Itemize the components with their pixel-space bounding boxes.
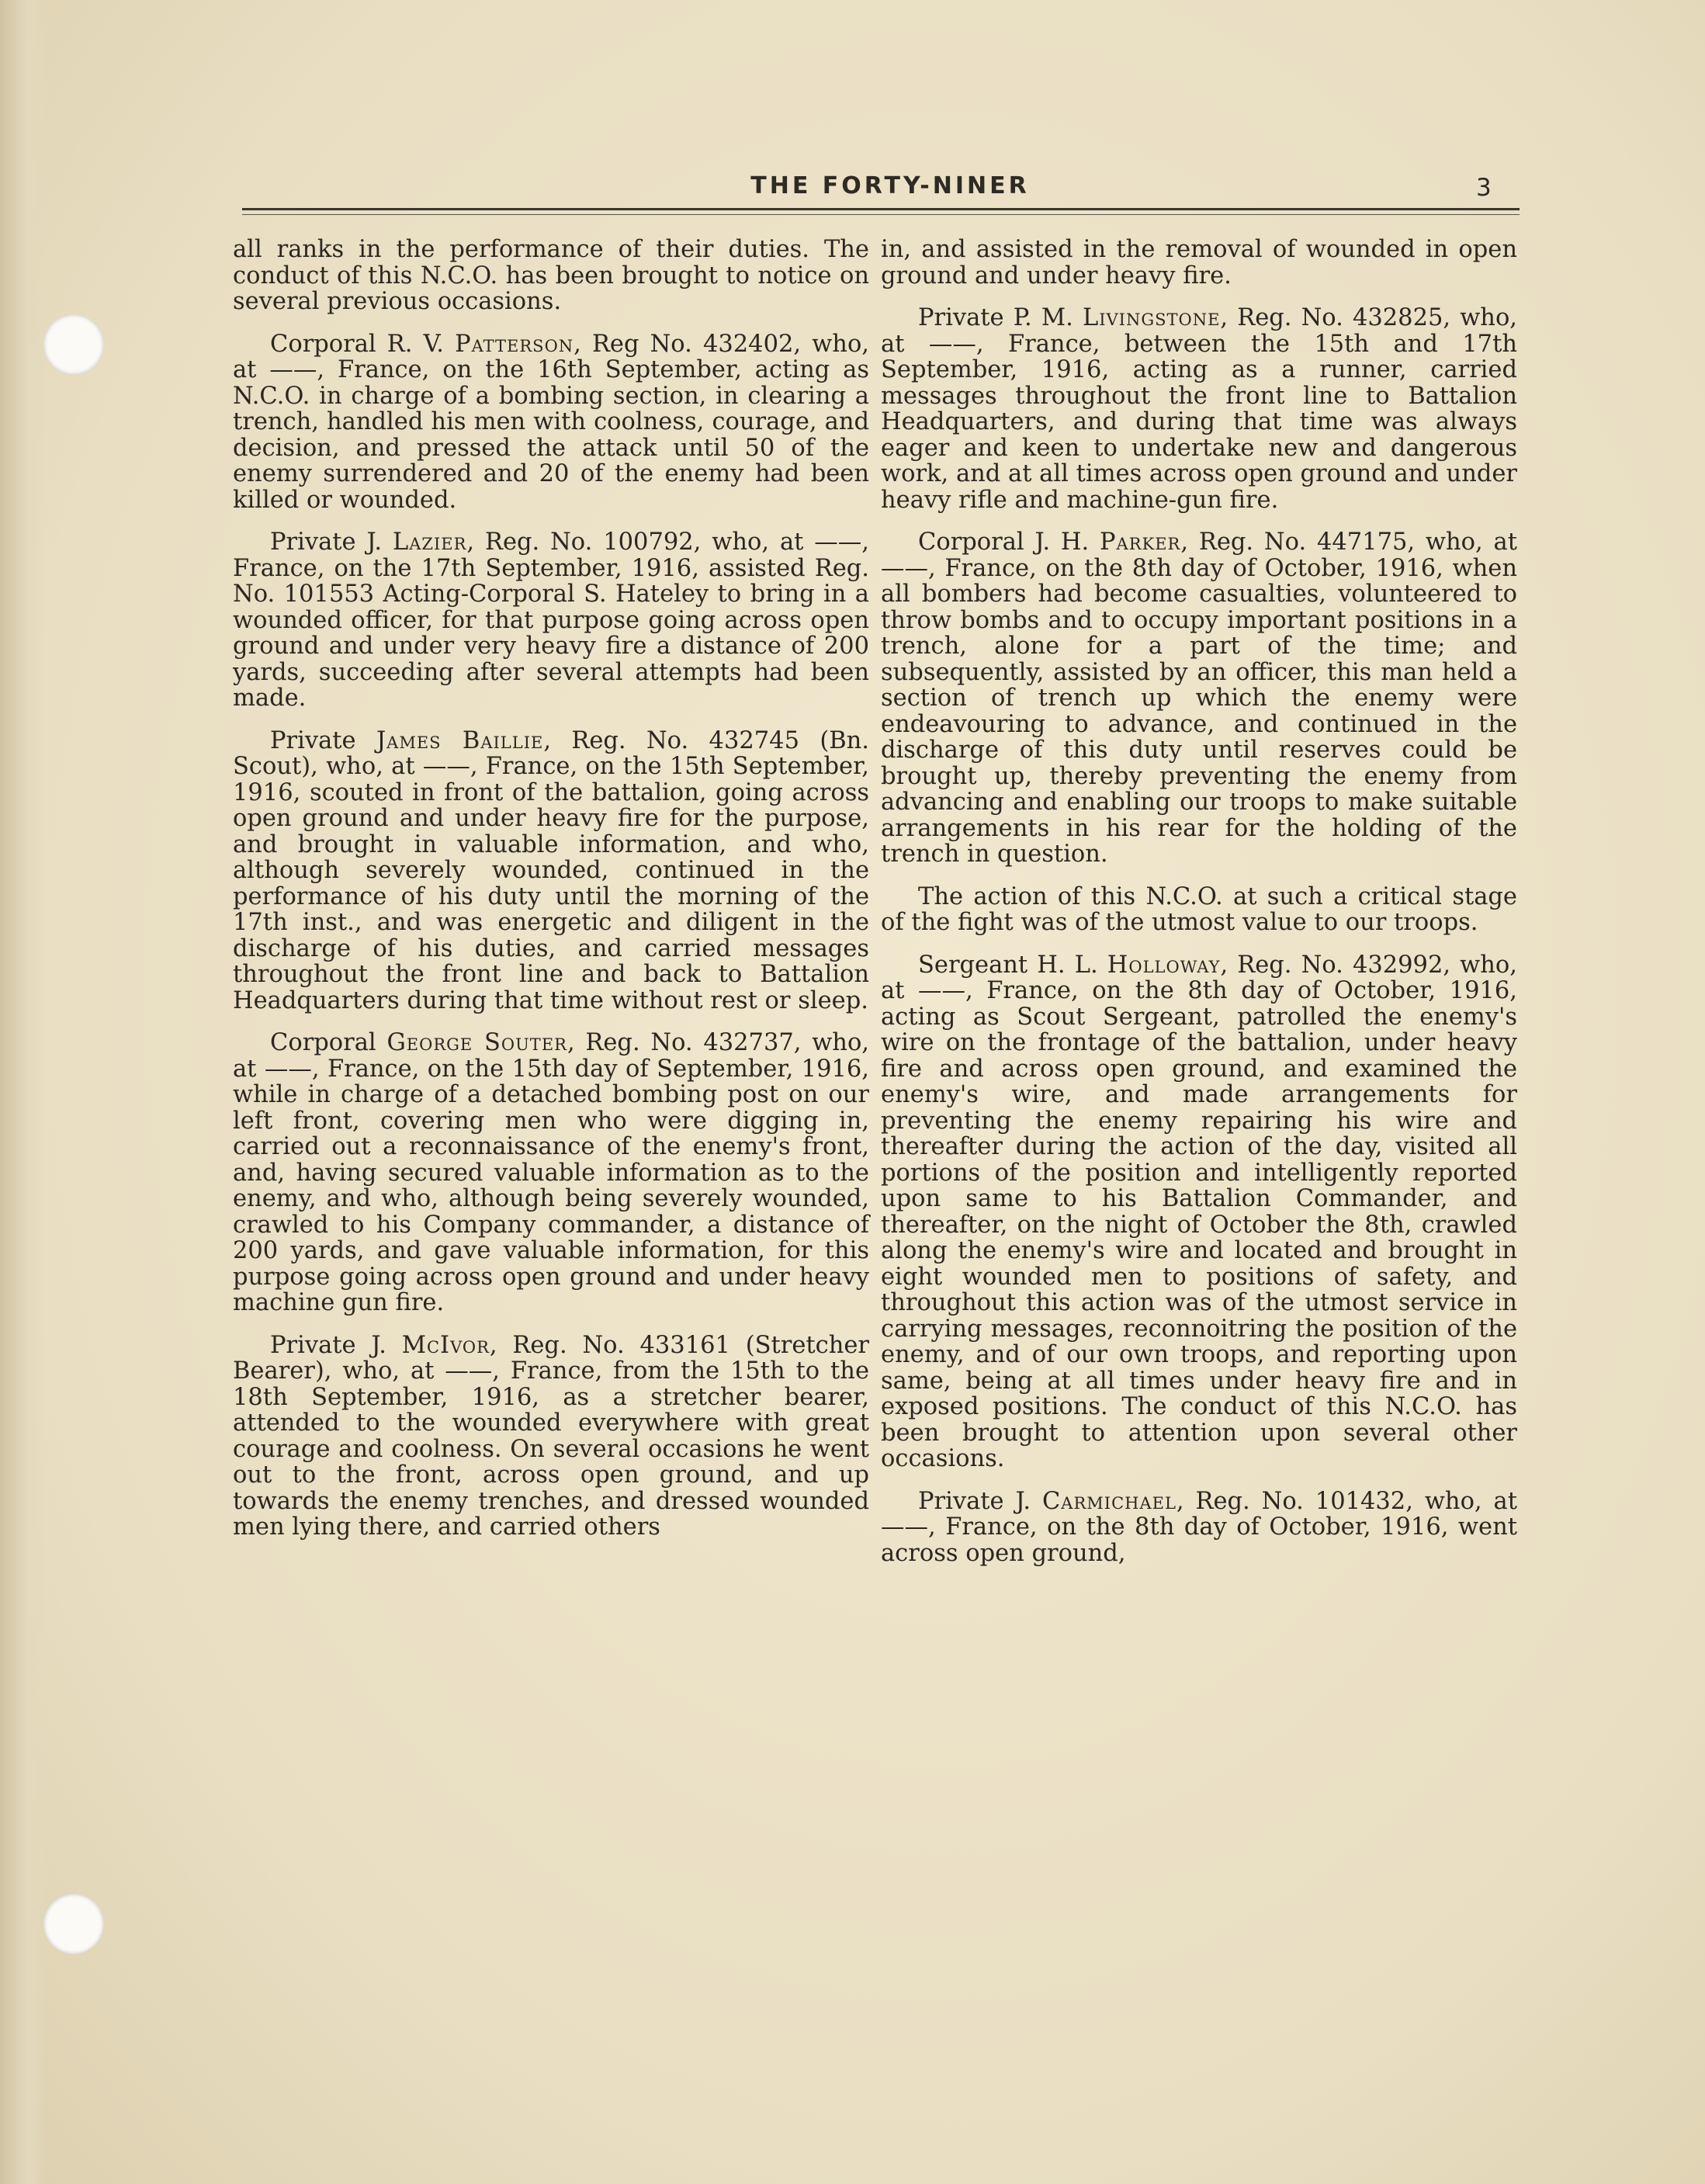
soldier-name: James Baillie — [376, 726, 544, 754]
page-number: 3 — [1476, 174, 1492, 202]
soldier-name: Carmichael — [1041, 1487, 1177, 1515]
left-column — [233, 237, 869, 1557]
citation-paragraph: Sergeant H. L. Holloway, Reg. No. 432992, who, at ——, France, on the 8th day of October, 1916, acting as Scout Sergeant, patrolled the enemy's wire on the frontage of the battalion, under heavy fire and across open ground, and examined the enemy's wire, and made arrangements for preventing the enemy repairing his wire and thereafter during the action of the day, visited all portions of the position and intelligently reported upon same to his Battalion Commander, and thereafter, on the night of October the 8th, crawled along the enemy's wire and located and brought in eight wounded men to positions of safety, and throughout this action was of the utmost service in carrying messages, reconnoitring the position of the enemy, and of our own troops, and reporting upon same, being at all times under heavy fire and in exposed positions. The conduct of this N.C.O. has been brought to attention upon several other occasions. — [881, 951, 1517, 1472]
soldier-name: Patterson — [455, 330, 574, 358]
citation-paragraph: Private J. Lazier, Reg. No. 100792, who, at ——, France, on the 17th September, 1916, assisted Reg. No. 101553 Acting-Corporal S. Hateley to bring in a wounded officer, for that purpose going across open ground and under very heavy fire a distance of 200 yards, succeeding after several attempts had been made. — [233, 529, 869, 712]
soldier-name: McIvor — [401, 1331, 490, 1359]
citation-paragraph: Corporal J. H. Parker, Reg. No. 447175, who, at ——, France, on the 8th day of October, 1916, when all bombers had become casualties, volunteered to throw bombs and to occupy important positions in a trench, alone for a part of the time; and subsequently, assisted by an officer, this man held a section of trench up which the enemy were endeavouring to advance, and continued in the discharge of this duty until reserves could be brought up, thereby preventing the enemy from advancing and enabling our troops to make suitable arrangements in his rear for the holding of the trench in question. — [881, 529, 1517, 868]
citation-paragraph: Private James Baillie, Reg. No. 432745 (Bn. Scout), who, at ——, France, on the 15th September, 1916, scouted in front of the battalion, going across open ground and under heavy fire for the purpose, and brought in valuable information, and who, although severely wounded, continued in the performance of his duty until the morning of the 17th inst., and was energetic and diligent in the discharge of his duties, and carried messages throughout the front line and back to Battalion Headquarters during that time without rest or sleep. — [233, 726, 870, 1014]
header-rule — [242, 208, 1520, 210]
header-rule-thin — [242, 214, 1520, 215]
publication-title: THE FORTY-NINER — [750, 172, 1030, 199]
soldier-name: Parker — [1100, 529, 1181, 556]
soldier-name: Holloway — [1107, 951, 1221, 979]
soldier-name: George Souter — [386, 1029, 567, 1056]
citation-paragraph: Private J. McIvor, Reg. No. 433161 (Stretcher Bearer), who, at ——, France, from the 15th to the 18th September, 1916, as a stretcher bearer, attended to the wounded everywhere with great courage and coolness. On several occasions he went out to the front, across open ground, and up towards the enemy trenches, and dressed wounded men lying there, and carried others — [233, 1331, 869, 1541]
running-header — [242, 172, 1520, 203]
soldier-name: Livingstone — [1082, 304, 1221, 331]
citation-paragraph: Private P. M. Livingstone, Reg. No. 432825, who, at ——, France, between the 15th and 17th September, 1916, acting as a runner, carried messages throughout the front line to Battalion Headquarters, and during that time was always eager and keen to undertake new and dangerous work, and at all times across open ground and under heavy rifle and machine-gun fire. — [881, 304, 1518, 514]
punch-hole-top — [43, 314, 104, 375]
citation-paragraph: Corporal George Souter, Reg. No. 432737, who, at ——, France, on the 15th day of September, 1916, while in charge of a detached bombing post on our left front, covering men who were digging in, carried out a reconnaissance of the enemy's front, and, having secured valuable information as to the enemy, and who, although being severely wounded, crawled to his Company commander, a distance of 200 yards, and gave valuable information, for this purpose going across open ground and under heavy machine gun fire. — [233, 1029, 869, 1316]
paragraph: all ranks in the performance of their duties. The conduct of this N.C.O. has been brought to notice on several previous occasions. — [233, 236, 869, 315]
paragraph: in, and assisted in the removal of wounded in open ground and under heavy fire. — [881, 236, 1517, 289]
soldier-name: Lazier — [392, 529, 467, 556]
binding-edge — [0, 0, 47, 2184]
citation-paragraph: Private J. Carmichael, Reg. No. 101432, who, at ——, France, on the 8th day of October, 1916, went across open ground, — [881, 1487, 1517, 1567]
citation-paragraph: Corporal R. V. Patterson, Reg No. 432402, who, at ——, France, on the 16th September, acting as N.C.O. in charge of a bombing section, in clearing a trench, handled his men with coolness, courage, and decision, and pressed the attack until 50 of the enemy surrendered and 20 of the enemy had been killed or wounded. — [233, 330, 869, 514]
punch-hole-bottom — [43, 1894, 104, 1954]
right-column — [881, 237, 1517, 1583]
paragraph: The action of this N.C.O. at such a critical stage of the fight was of the utmost value to our troops. — [881, 882, 1517, 936]
